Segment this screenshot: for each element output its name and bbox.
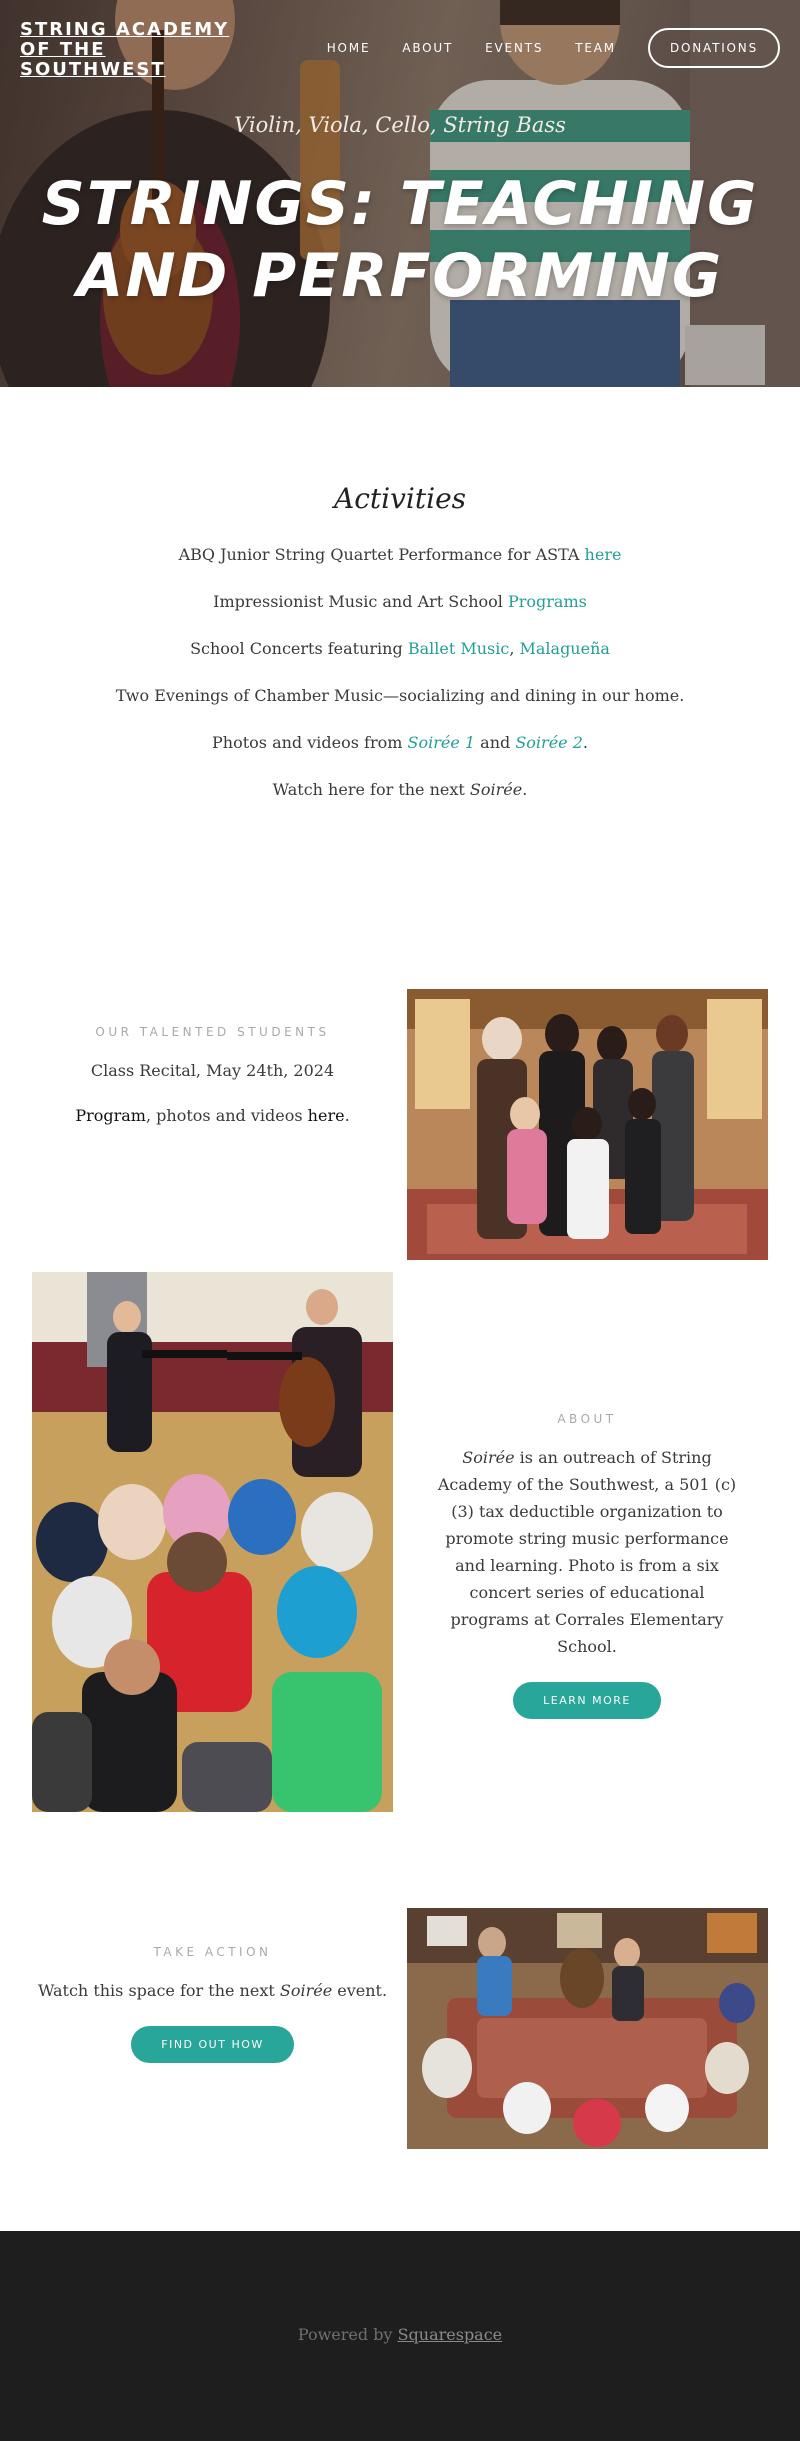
activity-separator: ,: [509, 639, 520, 658]
soiree-2-label: Soirée 2: [515, 733, 583, 752]
squarespace-link[interactable]: Squarespace: [397, 2325, 503, 2344]
students-eyebrow: OUR TALENTED STUDENTS: [95, 1025, 330, 1039]
find-out-how-button[interactable]: FIND OUT HOW: [131, 2026, 294, 2063]
about-paragraph: [432, 1444, 742, 1660]
hero-heading-line: AND PERFORMING: [76, 241, 724, 311]
soiree-2-link[interactable]: [515, 733, 583, 752]
activity-photos: [0, 733, 800, 753]
activity-text: Photos and videos from: [212, 733, 408, 752]
activity-watch: [0, 780, 800, 800]
site-title-line: OF THE: [20, 39, 106, 60]
activity-text: Watch here for the next: [272, 780, 470, 799]
about-photo: [32, 1272, 393, 1812]
site-title-link[interactable]: [20, 20, 250, 80]
site-title-line: STRING ACADEMY: [20, 19, 230, 40]
nav-home[interactable]: HOME: [326, 41, 371, 55]
learn-more-button[interactable]: LEARN MORE: [513, 1682, 661, 1719]
hero-heading: [0, 168, 800, 312]
recital-line: Class Recital, May 24th, 2024: [90, 1061, 335, 1080]
students-photo: [407, 989, 768, 1260]
students-photo-art: [407, 989, 768, 1260]
main-nav: [327, 28, 780, 68]
ballet-music-link[interactable]: Ballet Music: [407, 639, 510, 658]
nav-events[interactable]: EVENTS: [485, 41, 544, 55]
about-text: [432, 1412, 742, 1719]
activity-text: Impressionist Music and Art School: [213, 592, 508, 611]
soiree-1-link[interactable]: [408, 733, 476, 752]
activities-section: [0, 387, 800, 940]
footer-text: Powered by: [297, 2325, 398, 2344]
action-photo: [407, 1908, 768, 2149]
students-section: [0, 940, 800, 1272]
hero-heading-line: STRINGS: TEACHING: [41, 169, 759, 239]
action-eyebrow: TAKE ACTION: [153, 1945, 272, 1959]
program-line: [0, 1102, 425, 1129]
recital-here-label: here: [307, 1106, 345, 1125]
program-link[interactable]: [75, 1106, 146, 1125]
activity-asta: [0, 545, 800, 565]
asta-here-link[interactable]: here: [584, 545, 622, 564]
activity-text: and: [475, 733, 516, 752]
malaguena-link[interactable]: Malagueña: [519, 639, 610, 658]
hero-subtitle: Violin, Viola, Cello, String Bass: [234, 113, 566, 137]
action-section: [0, 1852, 800, 2231]
activity-text: School Concerts featuring: [190, 639, 408, 658]
action-emphasis: Soirée: [279, 1981, 333, 2000]
action-body: event.: [332, 1981, 388, 2000]
activity-text: .: [522, 780, 528, 799]
activity-impressionist: [0, 592, 800, 612]
students-text: [0, 1025, 425, 1129]
program-text: .: [344, 1106, 350, 1125]
about-eyebrow: ABOUT: [557, 1412, 617, 1426]
donations-button[interactable]: DONATIONS: [648, 28, 780, 68]
about-photo-art: [32, 1272, 393, 1812]
activity-text: ABQ Junior String Quartet Performance for ASTA: [178, 545, 585, 564]
about-body: is an outreach of String Academy of the Southwest, a 501 (c) (3) tax deductible organization to promote string music performance and learning. Photo is from a six concert series of educational programs at Corrales Elementary School.: [437, 1448, 737, 1656]
action-body: Watch this space for the next: [37, 1981, 280, 2000]
activity-text: .: [582, 733, 588, 752]
activity-school-concerts: [0, 639, 800, 659]
activity-emphasis: Soirée: [469, 780, 523, 799]
nav-team[interactable]: TEAM: [575, 41, 616, 55]
about-emphasis: Soirée: [462, 1448, 515, 1467]
programs-link[interactable]: Programs: [507, 592, 587, 611]
footer-credit: [0, 2325, 800, 2344]
program-text: , photos and videos: [145, 1106, 308, 1125]
action-paragraph: [0, 1977, 425, 2004]
recital-here-link[interactable]: [308, 1106, 345, 1125]
nav-about[interactable]: ABOUT: [402, 41, 454, 55]
action-text: [0, 1945, 425, 2063]
hero-banner: [0, 0, 800, 387]
site-footer: [0, 2231, 800, 2441]
about-section: [0, 1272, 800, 1852]
soiree-1-label: Soirée 1: [407, 733, 476, 752]
activity-text: Two Evenings of Chamber Music—socializing and dining in our home.: [115, 686, 685, 705]
site-title-line: SOUTHWEST: [20, 59, 166, 80]
program-label: Program: [75, 1106, 146, 1125]
activities-title: Activities: [333, 482, 467, 515]
action-photo-art: [407, 1908, 768, 2149]
activity-chamber-music: [0, 686, 800, 706]
